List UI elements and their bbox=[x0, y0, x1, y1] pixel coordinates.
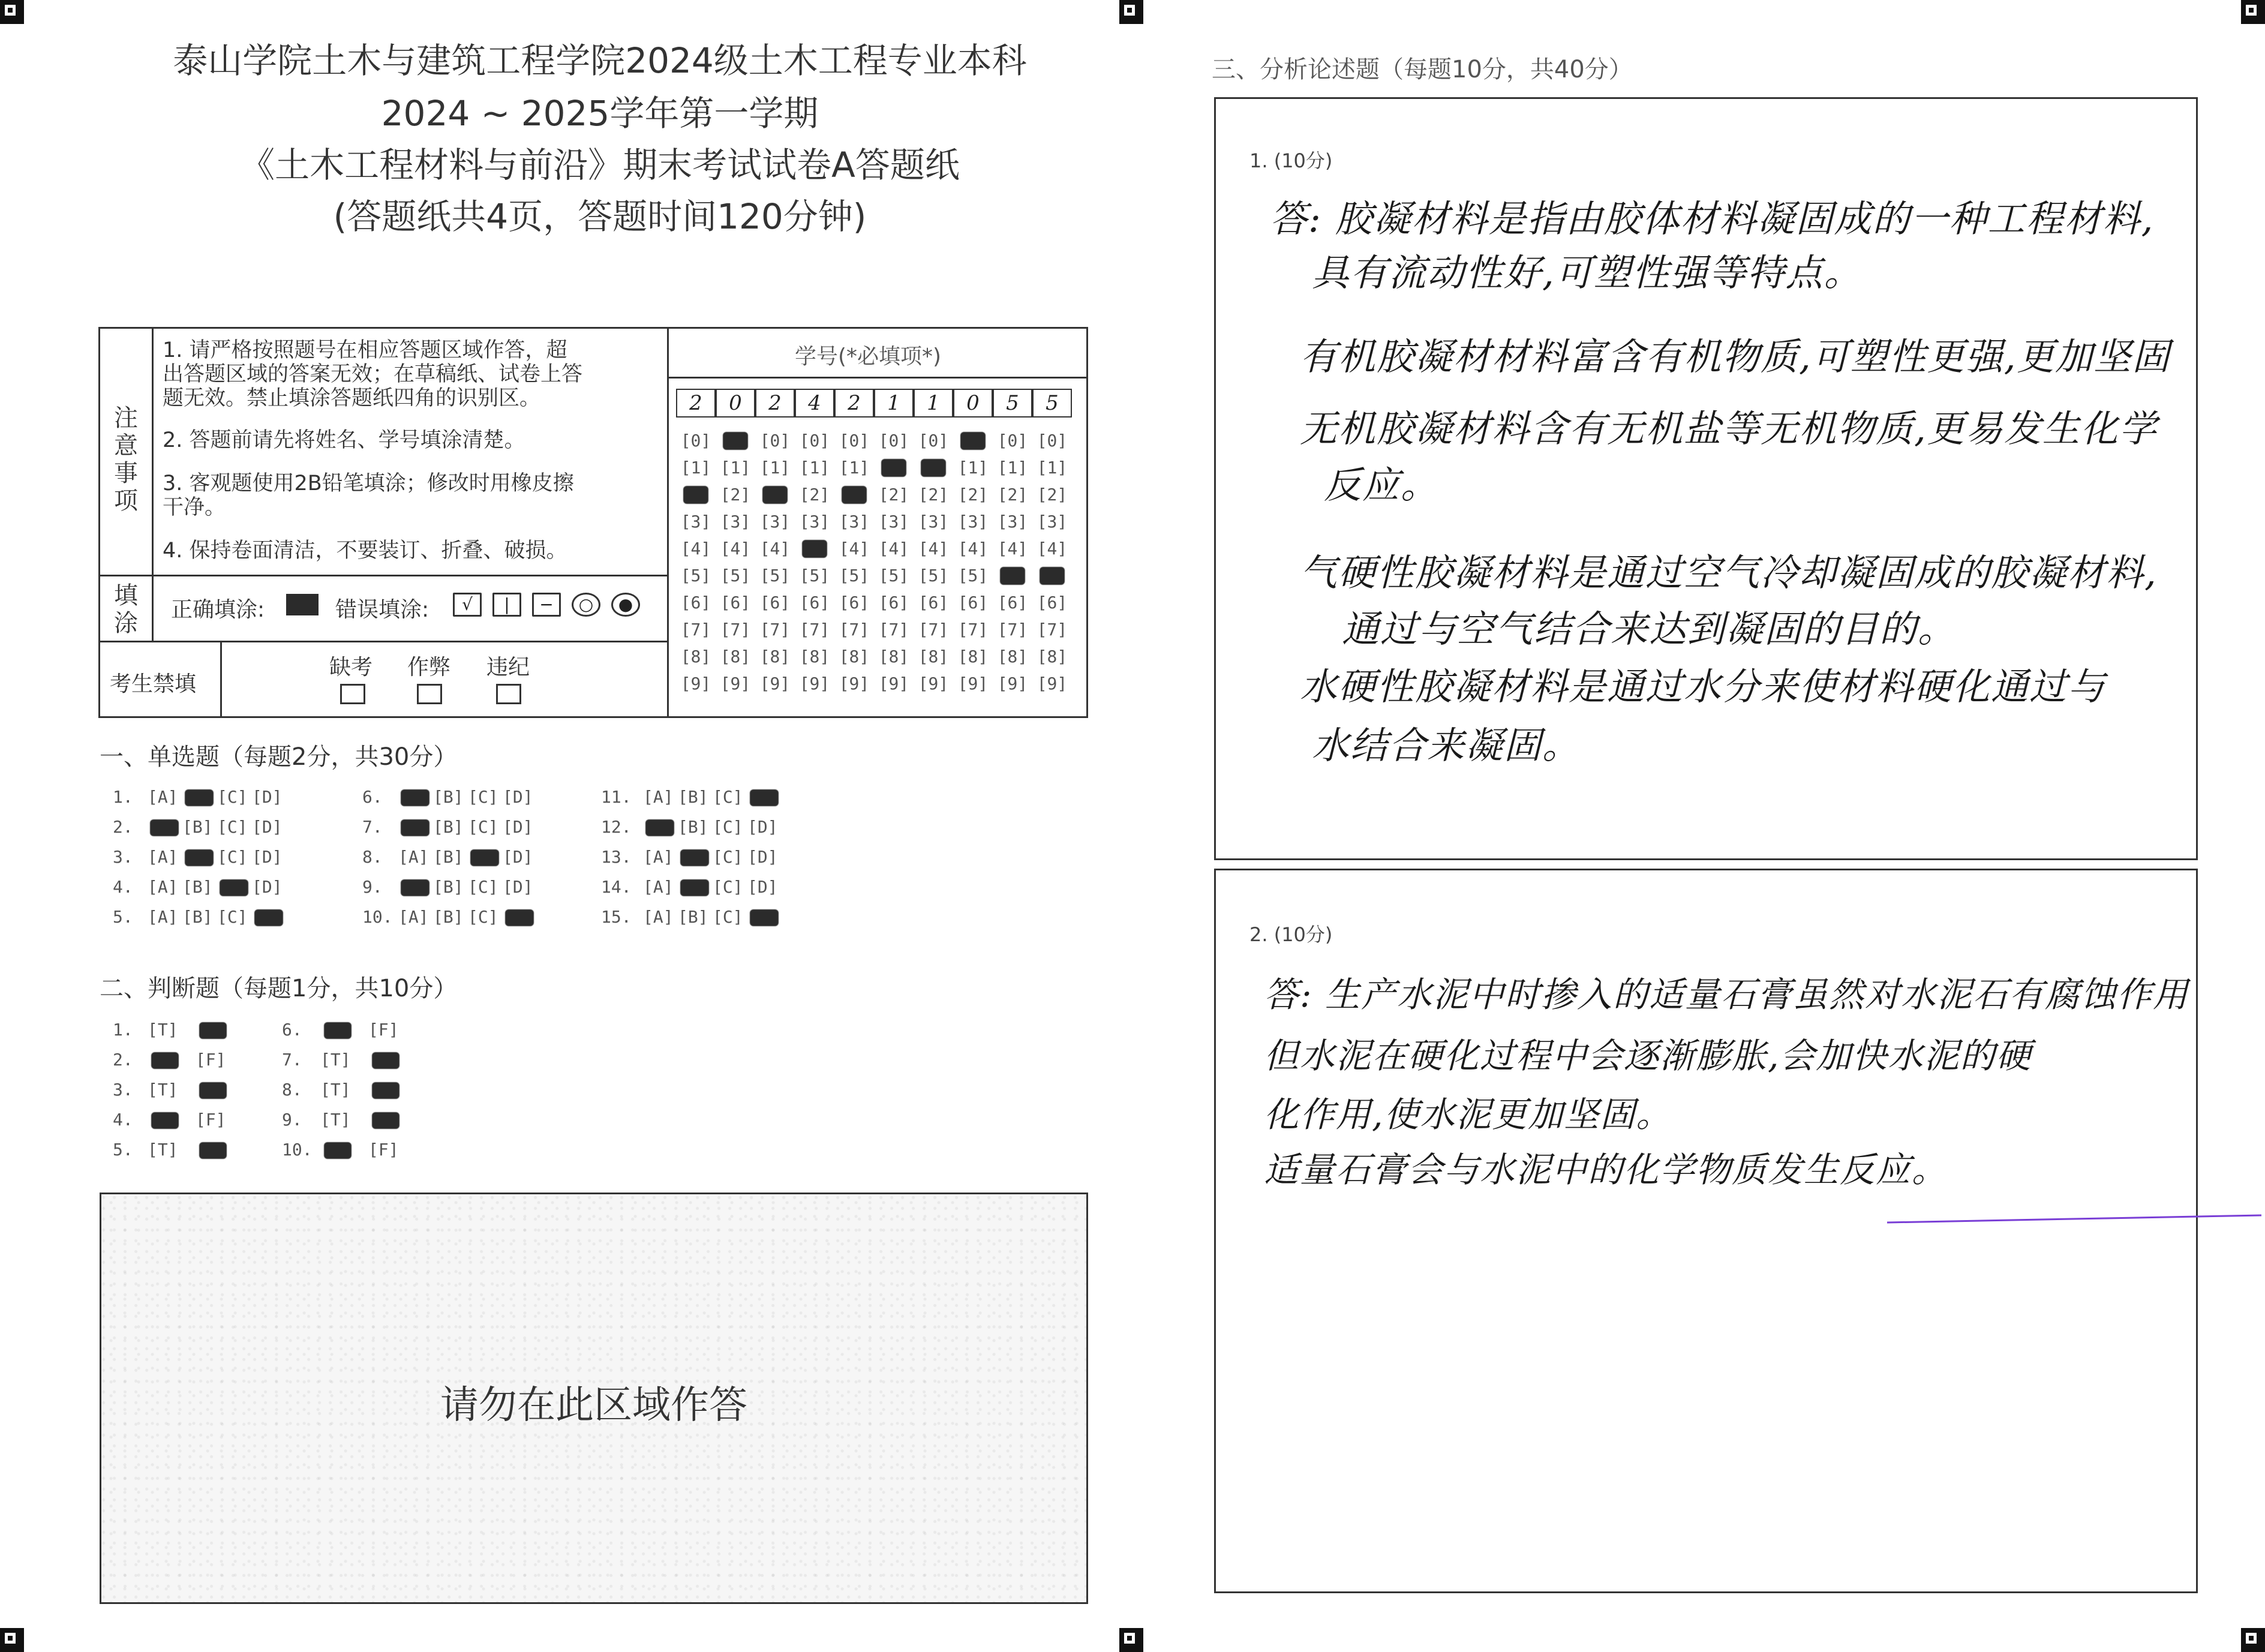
student-id-bubble[interactable]: [3] bbox=[720, 512, 751, 531]
tf-option-filled[interactable] bbox=[151, 1112, 179, 1129]
mc-option-filled[interactable] bbox=[150, 819, 179, 836]
cheat-label: 作弊 bbox=[407, 655, 451, 680]
correct-fill-sample bbox=[286, 594, 319, 615]
student-id-bubble[interactable]: [4] bbox=[839, 539, 870, 558]
notice-item-1b: 出答题区域的答案无效；在草稿纸、试卷上答 bbox=[163, 362, 583, 386]
mc-option[interactable]: [B] bbox=[433, 847, 464, 867]
section1-title: 一、单选题（每题2分，共30分） bbox=[100, 743, 458, 771]
student-id-bubble[interactable]: [7] bbox=[720, 620, 751, 639]
mc-question-number: 14. bbox=[601, 877, 632, 897]
tf-option-filled[interactable] bbox=[372, 1112, 399, 1129]
mc-option[interactable]: [C] bbox=[468, 907, 498, 927]
student-id-digit-box[interactable]: 2 bbox=[834, 389, 874, 417]
notice-item-1a: 1. 请严格按照题号在相应答题区域作答，超 bbox=[163, 338, 567, 362]
mc-option[interactable]: [C] bbox=[217, 847, 248, 867]
tf-option-filled[interactable] bbox=[372, 1082, 399, 1099]
mc-option-filled[interactable] bbox=[750, 789, 779, 806]
student-id-bubble[interactable]: [4] bbox=[997, 539, 1028, 558]
mc-option[interactable]: [A] bbox=[643, 847, 674, 867]
fill-label-tu: 涂 bbox=[114, 609, 138, 637]
student-id-bubble[interactable]: [9] bbox=[759, 674, 791, 693]
student-id-digit-box[interactable]: 2 bbox=[755, 389, 795, 417]
mc-question-number: 2. bbox=[113, 817, 133, 837]
notice-item-1c: 题无效。禁止填涂答题纸四角的识别区。 bbox=[163, 386, 541, 410]
student-id-bubble[interactable]: [4] bbox=[759, 539, 791, 558]
student-id-bubble[interactable]: [8] bbox=[680, 647, 711, 666]
student-id-bubble[interactable]: [9] bbox=[957, 674, 989, 693]
student-id-bubble[interactable]: [7] bbox=[997, 620, 1028, 639]
mc-option-filled[interactable] bbox=[470, 849, 499, 866]
tf-option[interactable]: [T] bbox=[320, 1080, 351, 1100]
q2-line-1: 答: 生产水泥中时掺入的适量石膏虽然对水泥石有腐蚀作用 bbox=[1264, 974, 2189, 1015]
q2-line-3: 化作用,使水泥更加坚固。 bbox=[1264, 1094, 1672, 1135]
mc-option[interactable]: [D] bbox=[747, 817, 778, 837]
student-id-bubble[interactable]: [9] bbox=[918, 674, 949, 693]
student-id-bubble-filled[interactable] bbox=[802, 540, 827, 558]
mc-option[interactable]: [D] bbox=[503, 817, 533, 837]
student-id-bubble[interactable]: [1] bbox=[799, 458, 830, 477]
tf-option[interactable]: [F] bbox=[196, 1050, 226, 1070]
q2-line-4: 适量石膏会与水泥中的化学物质发生反应。 bbox=[1264, 1149, 1948, 1190]
corner-marker-bottom-left bbox=[0, 1628, 24, 1652]
student-id-bubble[interactable]: [0] bbox=[799, 431, 830, 450]
student-id-digit-box[interactable]: 4 bbox=[795, 389, 834, 417]
mc-option[interactable]: [C] bbox=[713, 877, 743, 897]
student-id-bubble[interactable]: [5] bbox=[799, 566, 830, 585]
student-id-bubble[interactable]: [6] bbox=[799, 593, 830, 612]
tf-question-number: 8. bbox=[282, 1080, 302, 1100]
tf-question-number: 1. bbox=[113, 1020, 133, 1040]
student-id-bubble[interactable]: [2] bbox=[1037, 485, 1068, 504]
mc-question-number: 13. bbox=[601, 847, 632, 867]
student-id-bubble[interactable]: [6] bbox=[878, 593, 909, 612]
no-answer-text: 请勿在此区域作答 bbox=[440, 1383, 747, 1428]
student-id-bubble-filled[interactable] bbox=[762, 486, 788, 504]
mc-option[interactable]: [A] bbox=[643, 907, 674, 927]
mc-option[interactable]: [B] bbox=[433, 787, 464, 807]
student-id-bubble[interactable]: [4] bbox=[918, 539, 949, 558]
mc-option[interactable]: [B] bbox=[433, 817, 464, 837]
mc-option[interactable]: [C] bbox=[713, 817, 743, 837]
student-id-bubble[interactable]: [7] bbox=[839, 620, 870, 639]
mc-option-filled[interactable] bbox=[401, 819, 429, 836]
mc-option[interactable]: [A] bbox=[148, 877, 178, 897]
correct-fill-label: 正确填涂: bbox=[171, 597, 265, 622]
mc-option[interactable]: [C] bbox=[217, 787, 248, 807]
notice-item-3b: 干净。 bbox=[163, 495, 226, 519]
mc-option-filled[interactable] bbox=[401, 789, 429, 806]
mc-option[interactable]: [D] bbox=[503, 847, 533, 867]
mc-question-number: 15. bbox=[601, 907, 632, 927]
mc-option[interactable]: [C] bbox=[713, 907, 743, 927]
corner-marker-bottom-center bbox=[1119, 1628, 1143, 1652]
student-id-bubble-filled[interactable] bbox=[1040, 567, 1065, 585]
student-id-bubble[interactable]: [7] bbox=[1037, 620, 1068, 639]
mc-question-number: 6. bbox=[362, 787, 383, 807]
student-id-bubble[interactable]: [9] bbox=[878, 674, 909, 693]
tf-question-number: 2. bbox=[113, 1050, 133, 1070]
student-id-bubble[interactable]: [7] bbox=[878, 620, 909, 639]
mc-question-number: 8. bbox=[362, 847, 383, 867]
student-id-bubble[interactable]: [6] bbox=[957, 593, 989, 612]
tf-option-filled[interactable] bbox=[324, 1022, 352, 1039]
student-id-bubble[interactable]: [0] bbox=[680, 431, 711, 450]
mc-option[interactable]: [D] bbox=[503, 787, 533, 807]
tf-question-number: 9. bbox=[282, 1110, 302, 1130]
cheat-checkbox[interactable] bbox=[417, 684, 442, 704]
tf-option-filled[interactable] bbox=[372, 1052, 399, 1069]
mc-option[interactable]: [A] bbox=[398, 907, 429, 927]
student-id-bubble[interactable]: [2] bbox=[720, 485, 751, 504]
student-id-bubble[interactable]: [9] bbox=[720, 674, 751, 693]
notice-label-yi: 意 bbox=[114, 432, 138, 459]
violation-label: 违纪 bbox=[486, 655, 530, 680]
tf-option-filled[interactable] bbox=[324, 1142, 352, 1159]
mc-option[interactable]: [B] bbox=[678, 787, 708, 807]
student-id-bubble[interactable]: [3] bbox=[799, 512, 830, 531]
student-id-digit-box[interactable]: 5 bbox=[1032, 389, 1072, 417]
student-id-bubble[interactable]: [5] bbox=[878, 566, 909, 585]
header-school: 泰山学院土木与建筑工程学院2024级土木工程专业本科 bbox=[173, 40, 1027, 81]
student-id-bubble[interactable]: [7] bbox=[680, 620, 711, 639]
header-sheet-info: (答题纸共4页，答题时间120分钟) bbox=[333, 196, 867, 237]
student-id-bubble[interactable]: [3] bbox=[878, 512, 909, 531]
mc-question-number: 3. bbox=[113, 847, 133, 867]
student-id-bubble[interactable]: [3] bbox=[957, 512, 989, 531]
student-id-bubble[interactable]: [8] bbox=[1037, 647, 1068, 666]
student-id-bubble[interactable]: [5] bbox=[918, 566, 949, 585]
tf-option-filled[interactable] bbox=[199, 1082, 227, 1099]
student-id-bubble[interactable]: [0] bbox=[759, 431, 791, 450]
mc-option[interactable]: [B] bbox=[182, 877, 213, 897]
student-id-bubble[interactable]: [4] bbox=[680, 539, 711, 558]
student-id-bubble[interactable]: [4] bbox=[720, 539, 751, 558]
header-term: 2024 ~ 2025学年第一学期 bbox=[381, 93, 819, 134]
student-id-bubble[interactable]: [6] bbox=[839, 593, 870, 612]
mc-option[interactable]: [A] bbox=[643, 787, 674, 807]
student-id-bubble[interactable]: [1] bbox=[759, 458, 791, 477]
student-id-bubble[interactable]: [7] bbox=[957, 620, 989, 639]
mc-option[interactable]: [C] bbox=[468, 817, 498, 837]
student-id-bubble[interactable]: [9] bbox=[1037, 674, 1068, 693]
tf-option[interactable]: [T] bbox=[320, 1110, 351, 1130]
q1-line-7: 通过与空气结合来达到凝固的目的。 bbox=[1342, 607, 1957, 651]
student-id-bubble[interactable]: [8] bbox=[799, 647, 830, 666]
student-id-bubble[interactable]: [8] bbox=[997, 647, 1028, 666]
tf-option[interactable]: [F] bbox=[368, 1020, 399, 1040]
mc-option[interactable]: [B] bbox=[433, 907, 464, 927]
student-id-bubble[interactable]: [8] bbox=[957, 647, 989, 666]
tf-question-number: 7. bbox=[282, 1050, 302, 1070]
student-id-bubble[interactable]: [8] bbox=[878, 647, 909, 666]
tf-question-number: 10. bbox=[282, 1140, 313, 1160]
student-id-bubble[interactable]: [5] bbox=[839, 566, 870, 585]
student-id-digit-box[interactable]: 2 bbox=[676, 389, 716, 417]
student-id-bubble[interactable]: [3] bbox=[1037, 512, 1068, 531]
notice-item-4: 4. 保持卷面清洁，不要装订、折叠、破损。 bbox=[163, 539, 567, 563]
tf-option[interactable]: [F] bbox=[196, 1110, 226, 1130]
q1-line-6: 气硬性胶凝材料是通过空气冷却凝固成的胶凝材料, bbox=[1300, 551, 2158, 594]
mc-option-filled[interactable] bbox=[401, 879, 429, 896]
mc-option[interactable]: [D] bbox=[252, 877, 283, 897]
student-id-bubble[interactable]: [9] bbox=[799, 674, 830, 693]
student-id-digit-box[interactable]: 0 bbox=[953, 389, 993, 417]
student-id-bubble[interactable]: [1] bbox=[839, 458, 870, 477]
answer-box-q2[interactable] bbox=[1214, 869, 2198, 1593]
violation-checkbox[interactable] bbox=[496, 684, 521, 704]
student-id-bubble[interactable]: [3] bbox=[918, 512, 949, 531]
q1-line-8: 水硬性胶凝材料是通过水分来使材料硬化通过与 bbox=[1300, 665, 2107, 708]
mc-question-number: 5. bbox=[113, 907, 133, 927]
mc-option[interactable]: [A] bbox=[643, 877, 674, 897]
student-id-bubble[interactable]: [6] bbox=[997, 593, 1028, 612]
student-id-bubble[interactable]: [9] bbox=[839, 674, 870, 693]
student-id-bubble-filled[interactable] bbox=[842, 486, 867, 504]
student-id-bubble[interactable]: [2] bbox=[957, 485, 989, 504]
notice-label-zhu: 注 bbox=[114, 404, 138, 432]
mc-option-filled[interactable] bbox=[220, 879, 248, 896]
mc-option[interactable]: [D] bbox=[252, 817, 283, 837]
student-id-bubble-filled[interactable] bbox=[881, 459, 906, 477]
notice-label-shi: 事 bbox=[114, 459, 138, 487]
student-id-bubble[interactable]: [6] bbox=[759, 593, 791, 612]
tf-option[interactable]: [T] bbox=[320, 1050, 351, 1070]
q2-line-2: 但水泥在硬化过程中会逐渐膨胀,会加快水泥的硬 bbox=[1264, 1035, 2032, 1076]
tf-option[interactable]: [T] bbox=[148, 1080, 178, 1100]
mc-option[interactable]: [B] bbox=[182, 817, 213, 837]
mc-option[interactable]: [A] bbox=[148, 787, 178, 807]
student-id-bubble[interactable]: [3] bbox=[759, 512, 791, 531]
mc-option[interactable]: [B] bbox=[678, 817, 708, 837]
corner-marker-top-left bbox=[0, 0, 24, 24]
wrong-fill-sample: ● bbox=[611, 593, 640, 617]
tf-question-number: 4. bbox=[113, 1110, 133, 1130]
mc-question-number: 1. bbox=[113, 787, 133, 807]
header-exam-title: 《土木工程材料与前沿》期末考试试卷A答题纸 bbox=[240, 145, 960, 185]
mc-option[interactable]: [D] bbox=[252, 847, 283, 867]
mc-option[interactable]: [C] bbox=[713, 847, 743, 867]
corner-marker-top-right bbox=[2241, 0, 2265, 24]
student-id-bubble[interactable]: [5] bbox=[759, 566, 791, 585]
student-id-title: 学号(*必填项*) bbox=[795, 344, 942, 369]
wrong-fill-sample: − bbox=[532, 593, 561, 617]
student-id-bubble-filled[interactable] bbox=[921, 459, 946, 477]
student-id-bubble[interactable]: [9] bbox=[997, 674, 1028, 693]
student-id-bubble[interactable]: [5] bbox=[957, 566, 989, 585]
mc-option-filled[interactable] bbox=[505, 909, 534, 926]
student-id-bubble[interactable]: [7] bbox=[918, 620, 949, 639]
corner-marker-top-center bbox=[1119, 0, 1143, 24]
mc-option[interactable]: [A] bbox=[398, 847, 429, 867]
student-id-bubble[interactable]: [6] bbox=[1037, 593, 1068, 612]
answer-box-q1[interactable] bbox=[1214, 97, 2198, 860]
tf-option-filled[interactable] bbox=[199, 1022, 227, 1039]
student-id-bubble[interactable]: [8] bbox=[839, 647, 870, 666]
forbid-label: 考生禁填 bbox=[110, 672, 197, 696]
student-id-bubble[interactable]: [2] bbox=[918, 485, 949, 504]
mc-option-filled[interactable] bbox=[185, 789, 214, 806]
mc-option[interactable]: [A] bbox=[148, 907, 178, 927]
section2-title: 二、判断题（每题1分，共10分） bbox=[100, 975, 458, 1002]
q1-line-1: 答: 胶凝材料是指由胶体材料凝固成的一种工程材料, bbox=[1270, 197, 2155, 241]
student-id-bubble[interactable]: [6] bbox=[680, 593, 711, 612]
mc-option[interactable]: [C] bbox=[713, 787, 743, 807]
notice-label-xiang: 项 bbox=[114, 487, 138, 515]
mc-question-number: 12. bbox=[601, 817, 632, 837]
student-id-bubble[interactable]: [6] bbox=[720, 593, 751, 612]
absent-label: 缺考 bbox=[329, 655, 373, 680]
fill-label-tian: 填 bbox=[114, 582, 138, 609]
mc-option[interactable]: [D] bbox=[252, 787, 283, 807]
student-id-bubble[interactable]: [0] bbox=[918, 431, 949, 450]
mc-option-filled[interactable] bbox=[680, 879, 709, 896]
mc-option-filled[interactable] bbox=[645, 819, 674, 836]
wrong-fill-sample: √ bbox=[453, 593, 482, 617]
student-id-bubble[interactable]: [3] bbox=[680, 512, 711, 531]
mc-option-filled[interactable] bbox=[750, 909, 779, 926]
notice-item-2: 2. 答题前请先将姓名、学号填涂清楚。 bbox=[163, 428, 525, 452]
student-id-bubble[interactable]: [5] bbox=[680, 566, 711, 585]
student-id-digit-box[interactable]: 0 bbox=[716, 389, 755, 417]
student-id-bubble[interactable]: [1] bbox=[1037, 458, 1068, 477]
pen-stroke bbox=[1884, 1212, 2265, 1226]
absent-checkbox[interactable] bbox=[340, 684, 365, 704]
student-id-bubble-filled[interactable] bbox=[723, 432, 748, 450]
tf-question-number: 3. bbox=[113, 1080, 133, 1100]
student-id-digit-box[interactable]: 5 bbox=[993, 389, 1032, 417]
student-id-bubble[interactable]: [0] bbox=[997, 431, 1028, 450]
mc-option[interactable]: [A] bbox=[148, 847, 178, 867]
student-id-bubble[interactable]: [8] bbox=[918, 647, 949, 666]
notice-panel bbox=[98, 327, 1088, 718]
mc-option[interactable]: [C] bbox=[468, 877, 498, 897]
student-id-bubble[interactable]: [3] bbox=[997, 512, 1028, 531]
student-id-bubble[interactable]: [1] bbox=[680, 458, 711, 477]
student-id-bubble[interactable]: [0] bbox=[1037, 431, 1068, 450]
student-id-digit-box[interactable]: 1 bbox=[914, 389, 953, 417]
q1-line-3: 有机胶凝材材料富含有机物质,可塑性更强,更加坚固 bbox=[1300, 335, 2171, 379]
mc-question-number: 10. bbox=[362, 907, 393, 927]
mc-option[interactable]: [C] bbox=[468, 787, 498, 807]
student-id-bubble[interactable]: [8] bbox=[720, 647, 751, 666]
q1-line-2: 具有流动性好,可塑性强等特点。 bbox=[1312, 251, 1863, 295]
student-id-bubble[interactable]: [6] bbox=[918, 593, 949, 612]
q1-label: 1. (10分) bbox=[1249, 149, 1333, 172]
tf-option-filled[interactable] bbox=[199, 1142, 227, 1159]
student-id-bubble[interactable]: [2] bbox=[997, 485, 1028, 504]
student-id-bubble[interactable]: [4] bbox=[878, 539, 909, 558]
mc-question-number: 9. bbox=[362, 877, 383, 897]
tf-option[interactable]: [F] bbox=[368, 1140, 399, 1160]
notice-item-3a: 3. 客观题使用2B铅笔填涂；修改时用橡皮擦 bbox=[163, 471, 574, 495]
wrong-fill-label: 错误填涂: bbox=[335, 597, 429, 622]
student-id-bubble[interactable]: [5] bbox=[720, 566, 751, 585]
mc-option[interactable]: [D] bbox=[503, 877, 533, 897]
mc-option-filled[interactable] bbox=[185, 849, 214, 866]
tf-option[interactable]: [T] bbox=[148, 1020, 178, 1040]
student-id-bubble-filled[interactable] bbox=[683, 486, 708, 504]
q2-label: 2. (10分) bbox=[1249, 923, 1333, 946]
mc-option-filled[interactable] bbox=[680, 849, 709, 866]
student-id-bubble[interactable]: [8] bbox=[759, 647, 791, 666]
student-id-bubble[interactable]: [7] bbox=[759, 620, 791, 639]
q1-line-5: 反应。 bbox=[1324, 463, 1440, 507]
student-id-bubble-filled[interactable] bbox=[1000, 567, 1025, 585]
student-id-digit-box[interactable]: 1 bbox=[874, 389, 914, 417]
wrong-fill-sample: | bbox=[492, 593, 521, 617]
mc-option[interactable]: [C] bbox=[217, 817, 248, 837]
mc-option[interactable]: [B] bbox=[182, 907, 213, 927]
student-id-bubble[interactable]: [7] bbox=[799, 620, 830, 639]
q1-line-9: 水结合来凝固。 bbox=[1312, 723, 1581, 767]
mc-option[interactable]: [D] bbox=[747, 847, 778, 867]
student-id-bubble[interactable]: [9] bbox=[680, 674, 711, 693]
no-answer-area bbox=[100, 1193, 1088, 1604]
student-id-bubble[interactable]: [2] bbox=[878, 485, 909, 504]
student-id-bubble[interactable]: [1] bbox=[720, 458, 751, 477]
student-id-bubble[interactable]: [2] bbox=[799, 485, 830, 504]
mc-option-filled[interactable] bbox=[254, 909, 283, 926]
student-id-bubble[interactable]: [4] bbox=[1037, 539, 1068, 558]
mc-question-number: 11. bbox=[601, 787, 632, 807]
mc-question-number: 4. bbox=[113, 877, 133, 897]
tf-option[interactable]: [T] bbox=[148, 1140, 178, 1160]
tf-option-filled[interactable] bbox=[151, 1052, 179, 1069]
mc-option[interactable]: [D] bbox=[747, 877, 778, 897]
student-id-bubble[interactable]: [0] bbox=[839, 431, 870, 450]
student-id-bubble-filled[interactable] bbox=[960, 432, 986, 450]
student-id-bubble[interactable]: [0] bbox=[878, 431, 909, 450]
corner-marker-bottom-right bbox=[2241, 1628, 2265, 1652]
student-id-bubble[interactable]: [1] bbox=[957, 458, 989, 477]
mc-option[interactable]: [B] bbox=[433, 877, 464, 897]
mc-option[interactable]: [B] bbox=[678, 907, 708, 927]
q1-line-4: 无机胶凝材料含有无机盐等无机物质,更易发生化学 bbox=[1300, 407, 2158, 450]
mc-question-number: 7. bbox=[362, 817, 383, 837]
mc-option[interactable]: [C] bbox=[217, 907, 248, 927]
student-id-bubble[interactable]: [3] bbox=[839, 512, 870, 531]
student-id-bubble[interactable]: [1] bbox=[997, 458, 1028, 477]
tf-question-number: 6. bbox=[282, 1020, 302, 1040]
wrong-fill-sample: ○ bbox=[572, 593, 600, 617]
student-id-bubble[interactable]: [4] bbox=[957, 539, 989, 558]
tf-question-number: 5. bbox=[113, 1140, 133, 1160]
section3-title: 三、分析论述题（每题10分，共40分） bbox=[1212, 56, 1633, 83]
